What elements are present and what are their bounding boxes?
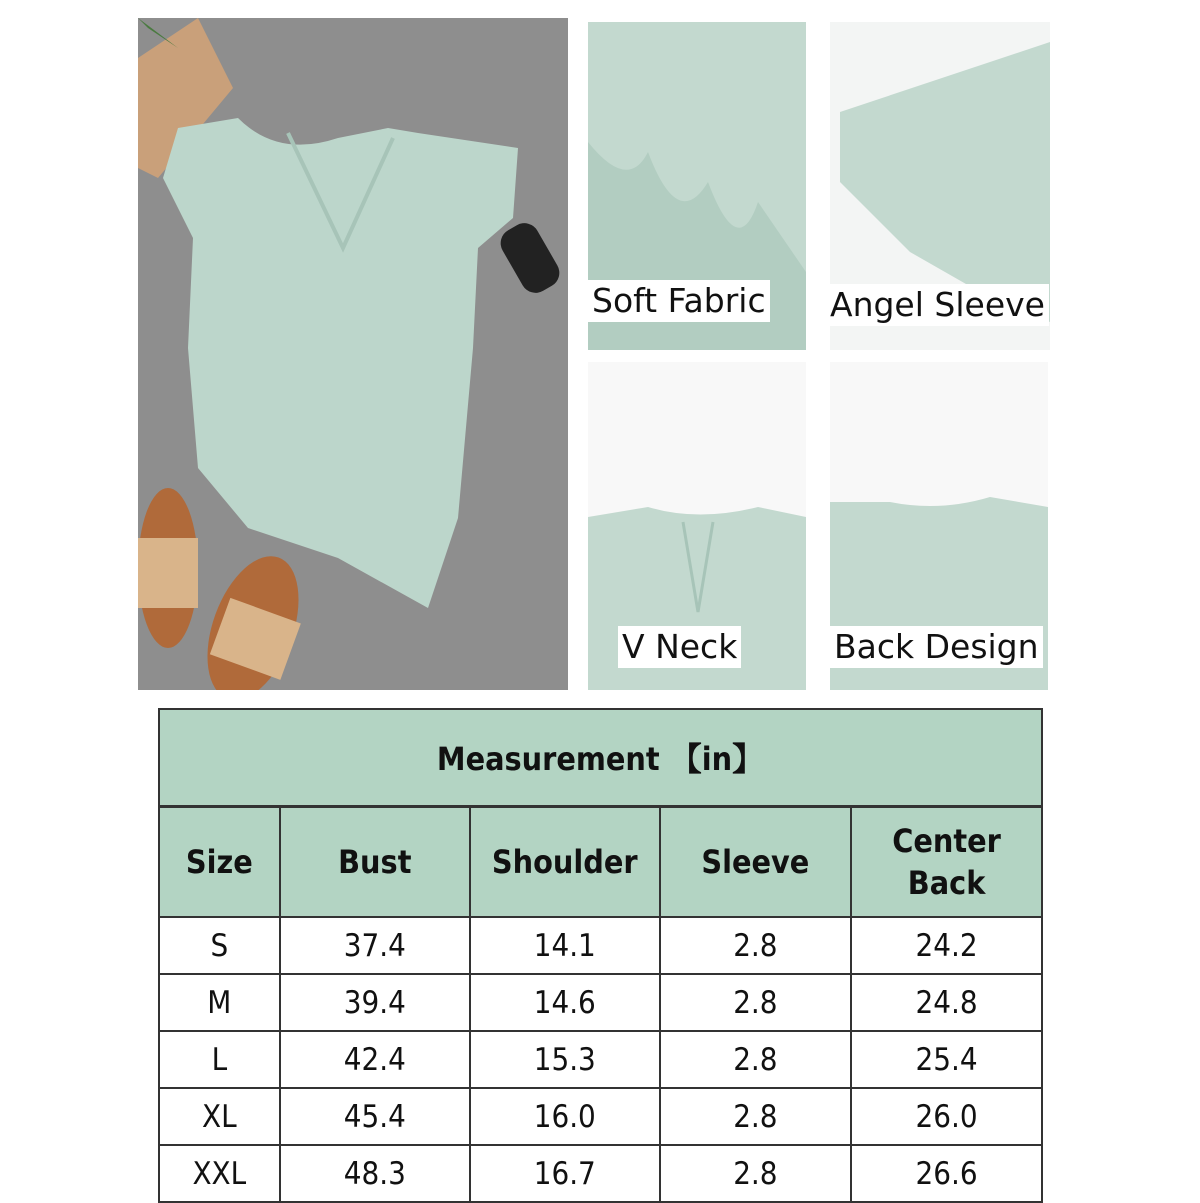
- cell: 24.8: [851, 974, 1042, 1031]
- cell: 26.0: [851, 1088, 1042, 1145]
- column-header-size: Size: [159, 806, 280, 917]
- column-header-sleeve: Sleeve: [660, 806, 851, 917]
- cell: 14.1: [470, 917, 660, 974]
- cell: 15.3: [470, 1031, 660, 1088]
- cell: 2.8: [660, 1088, 851, 1145]
- table-row: [159, 917, 1042, 974]
- table-row: [159, 1145, 1042, 1202]
- column-header-shoulder: Shoulder: [470, 806, 660, 917]
- cell: 2.8: [660, 1031, 851, 1088]
- feature-label: Soft Fabric: [588, 280, 770, 322]
- cell: 16.0: [470, 1088, 660, 1145]
- table-row: [159, 1088, 1042, 1145]
- size-chart-table: [158, 708, 1043, 1203]
- cell: 16.7: [470, 1145, 660, 1202]
- cell: 24.2: [851, 917, 1042, 974]
- feature-label: Angel Sleeve: [830, 284, 1049, 326]
- feature-tile-soft-fabric: [588, 22, 806, 350]
- cell: M: [159, 974, 280, 1031]
- cell: 2.8: [660, 917, 851, 974]
- cell: 14.6: [470, 974, 660, 1031]
- column-header-bust: Bust: [280, 806, 470, 917]
- cell: L: [159, 1031, 280, 1088]
- cell: 45.4: [280, 1088, 470, 1145]
- feature-tile-v-neck: [588, 362, 806, 690]
- cell: 26.6: [851, 1145, 1042, 1202]
- cell: 2.8: [660, 974, 851, 1031]
- shirt-flatlay-illustration: [138, 18, 568, 690]
- feature-tile-angel-sleeve: [830, 22, 1050, 350]
- column-header-center-back: Center Back: [851, 806, 1042, 917]
- cell: S: [159, 917, 280, 974]
- cell: XXL: [159, 1145, 280, 1202]
- cell: 25.4: [851, 1031, 1042, 1088]
- table-row: [159, 1031, 1042, 1088]
- table-title: Measurement 【in】: [159, 709, 1042, 806]
- cell: 2.8: [660, 1145, 851, 1202]
- feature-tile-back-design: [830, 362, 1048, 690]
- cell: 48.3: [280, 1145, 470, 1202]
- feature-label: V Neck: [618, 626, 741, 668]
- cell: 37.4: [280, 917, 470, 974]
- cell: 42.4: [280, 1031, 470, 1088]
- cell: 39.4: [280, 974, 470, 1031]
- feature-label: Back Design: [830, 626, 1043, 668]
- product-main-photo: [138, 18, 568, 690]
- table-row: [159, 974, 1042, 1031]
- cell: XL: [159, 1088, 280, 1145]
